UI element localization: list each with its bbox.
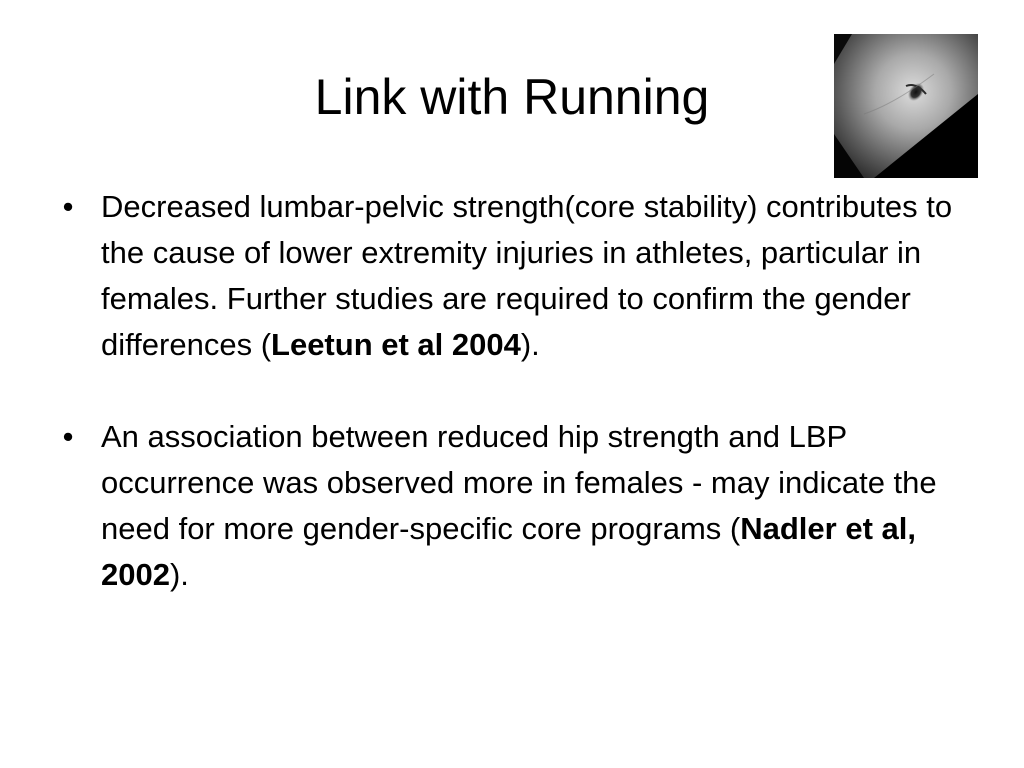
bullet-suffix: ).	[520, 327, 540, 362]
bullet-symbol: •	[62, 419, 74, 454]
bullet-item-1	[58, 184, 978, 368]
bullet-body: An association between reduced hip strength and LBP occurrence was observed more in females - may indicate the need for more gender-specific core programs (	[101, 419, 937, 546]
bullet-list	[58, 184, 978, 644]
bullet-citation: Leetun et al 2004	[271, 327, 521, 362]
abdomen-photo	[834, 34, 978, 178]
bullet-item-2	[58, 414, 978, 598]
bullet-text	[101, 184, 978, 368]
abdomen-photo-graphic	[834, 34, 978, 178]
bullet-citation: Nadler et al, 2002	[101, 511, 916, 592]
bullet-suffix: ).	[169, 557, 189, 592]
slide-title: Link with Running	[314, 69, 710, 125]
bullet-text	[101, 414, 978, 598]
bullet-body: Decreased lumbar-pelvic strength(core stability) contributes to the cause of lower extremity injuries in athletes, particular in females. Further studies are required to confirm the gender differences (	[101, 189, 953, 362]
bullet-symbol: •	[62, 189, 74, 224]
